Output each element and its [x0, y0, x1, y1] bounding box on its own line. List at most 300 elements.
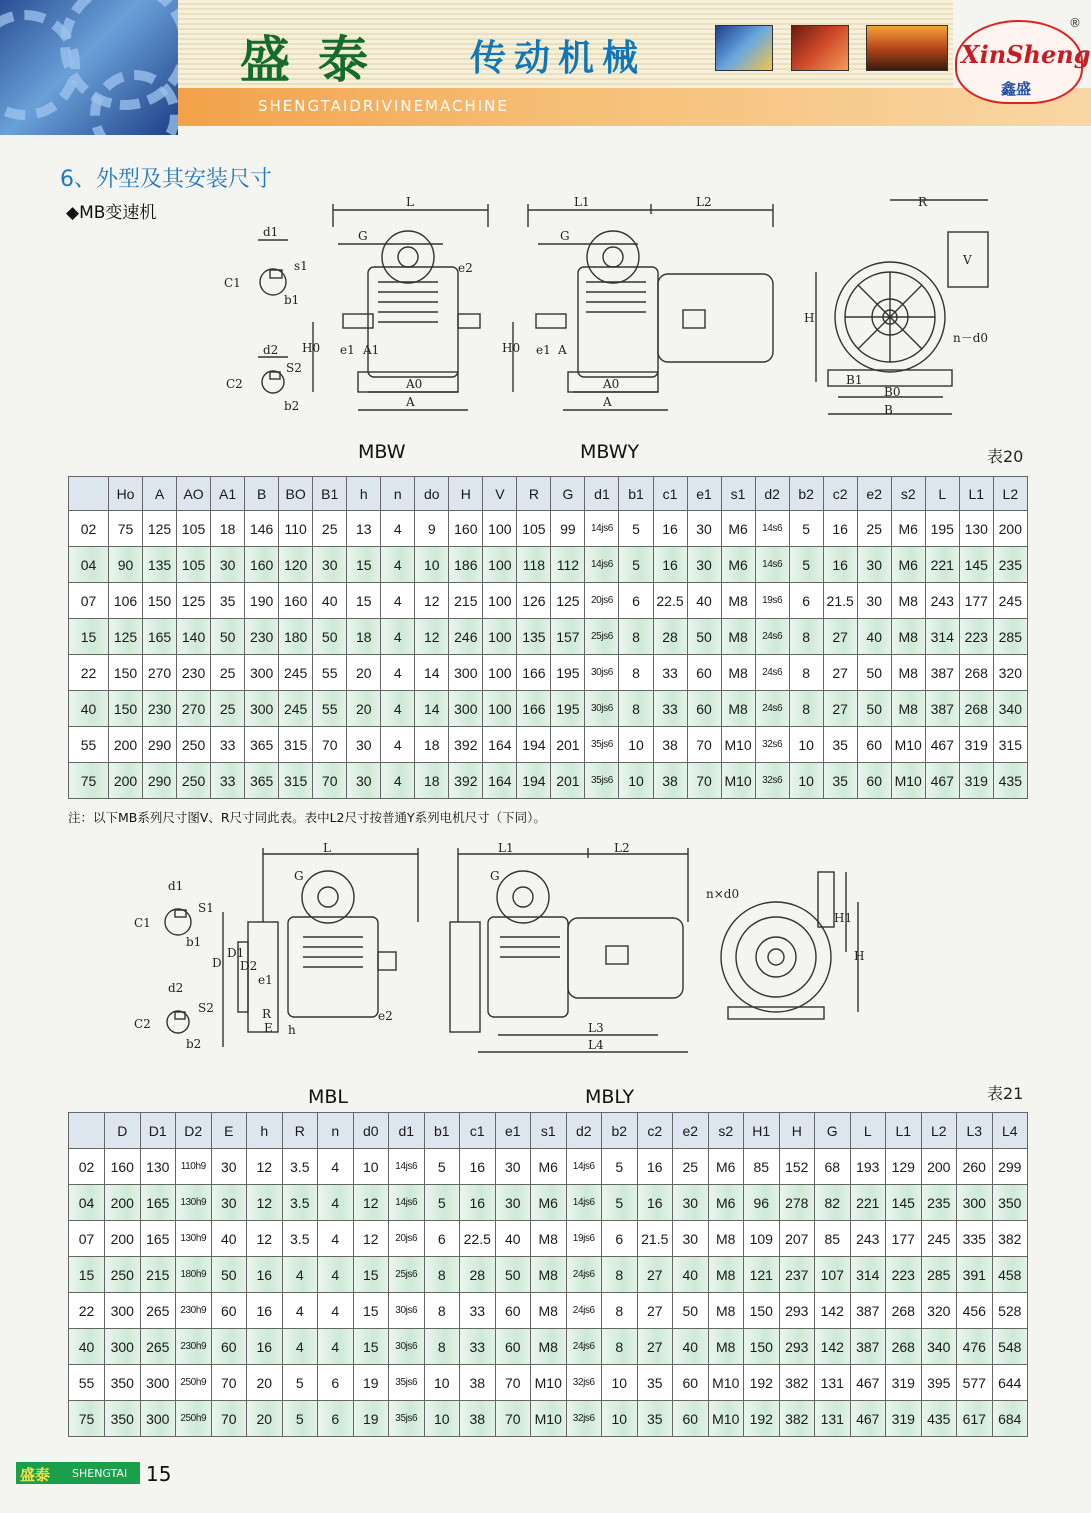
table-cell: 60: [211, 1293, 247, 1329]
table-cell: 250h9: [176, 1365, 212, 1401]
column-header: b1: [619, 477, 653, 511]
table-cell: 382: [779, 1365, 815, 1401]
table-cell: 300: [245, 691, 279, 727]
table-cell: 392: [449, 763, 483, 799]
table-cell: 85: [744, 1149, 780, 1185]
table-cell: 319: [959, 763, 993, 799]
table-row: [69, 1221, 1028, 1257]
table-cell: M10: [721, 727, 755, 763]
table-cell: 644: [992, 1365, 1028, 1401]
table-cell: 16: [637, 1185, 673, 1221]
table-cell: 177: [886, 1221, 922, 1257]
table-cell: 25: [211, 655, 245, 691]
table-cell: 165: [140, 1185, 176, 1221]
table-cell: 387: [925, 691, 959, 727]
table-cell: 10: [353, 1149, 389, 1185]
column-header: L4: [992, 1113, 1028, 1149]
column-header: b1: [424, 1113, 460, 1149]
table-cell: 195: [925, 511, 959, 547]
table-cell: 476: [957, 1329, 993, 1365]
table-cell: 121: [744, 1257, 780, 1293]
column-header: b2: [789, 477, 823, 511]
mbw-mbwy-drawing: [218, 192, 1008, 432]
table-cell: M6: [531, 1185, 567, 1221]
column-header: s1: [721, 477, 755, 511]
table-cell: 278: [779, 1185, 815, 1221]
table-cell: 215: [449, 583, 483, 619]
table-cell: 5: [619, 547, 653, 583]
dim-G: G: [358, 229, 368, 243]
dim2-C2: C2: [134, 1017, 151, 1031]
table-cell: 150: [109, 691, 143, 727]
table-cell: 19js6: [566, 1221, 602, 1257]
table-cell: 10: [619, 727, 653, 763]
table-cell: 223: [886, 1257, 922, 1293]
row-model: 75: [69, 1401, 105, 1437]
table-cell: 246: [449, 619, 483, 655]
table-cell: 12: [353, 1221, 389, 1257]
table-cell: 16: [247, 1329, 283, 1365]
dim2-D1: D1: [227, 946, 245, 960]
table-cell: 15: [353, 1257, 389, 1293]
table-cell: 8: [424, 1293, 460, 1329]
table-cell: 70: [687, 727, 721, 763]
dim-s1: s1: [294, 259, 308, 273]
table-cell: 16: [247, 1257, 283, 1293]
table-cell: 684: [992, 1401, 1028, 1437]
table-cell: 30: [211, 1149, 247, 1185]
table-cell: 27: [637, 1329, 673, 1365]
dim2-s1: S1: [198, 901, 214, 915]
table-cell: 40: [211, 1221, 247, 1257]
table-cell: M10: [721, 763, 755, 799]
table-cell: 245: [921, 1221, 957, 1257]
table-cell: 33: [653, 655, 687, 691]
table-cell: 145: [886, 1185, 922, 1221]
table-cell: 5: [602, 1185, 638, 1221]
table-cell: 100: [483, 619, 517, 655]
table-cell: 250: [177, 727, 211, 763]
column-header: L: [850, 1113, 886, 1149]
table-cell: 165: [143, 619, 177, 655]
table-cell: 245: [279, 691, 313, 727]
table-cell: 70: [495, 1365, 531, 1401]
table-cell: 300: [245, 655, 279, 691]
table-cell: 467: [850, 1401, 886, 1437]
table-cell: M8: [708, 1329, 744, 1365]
table-cell: 50: [857, 655, 891, 691]
table-cell: 38: [653, 763, 687, 799]
table-cell: 30: [211, 547, 245, 583]
table-row: [69, 727, 1028, 763]
row-model: 22: [69, 1293, 105, 1329]
column-header: V: [483, 477, 517, 511]
table-cell: 5: [602, 1149, 638, 1185]
column-header: h: [247, 1113, 283, 1149]
dim-V: V: [963, 253, 972, 267]
table-cell: 105: [177, 511, 211, 547]
dim2-R: R: [262, 1007, 272, 1021]
dim2-b1: b1: [186, 935, 202, 949]
table-cell: M8: [891, 655, 925, 691]
dim-e1-2: e1: [536, 343, 551, 357]
table-cell: M8: [708, 1257, 744, 1293]
table-cell: 152: [779, 1149, 815, 1185]
table-cell: 60: [687, 655, 721, 691]
row-model: 02: [69, 511, 109, 547]
table-cell: 30: [495, 1185, 531, 1221]
table-cell: 13: [347, 511, 381, 547]
table-cell: 293: [779, 1293, 815, 1329]
table-cell: 5: [789, 511, 823, 547]
registered-mark: ®: [1069, 16, 1081, 30]
table-cell: 6: [318, 1401, 354, 1437]
table-cell: 38: [460, 1365, 496, 1401]
table-cell: 3.5: [282, 1185, 318, 1221]
table-cell: 177: [959, 583, 993, 619]
table-cell: 268: [886, 1329, 922, 1365]
column-header: AO: [177, 477, 211, 511]
table-cell: 4: [318, 1149, 354, 1185]
table-cell: 68: [815, 1149, 851, 1185]
column-header: c1: [653, 477, 687, 511]
table-cell: 200: [105, 1221, 141, 1257]
column-header: s2: [891, 477, 925, 511]
table-cell: 20: [247, 1401, 283, 1437]
table-cell: 75: [109, 511, 143, 547]
table-cell: 99: [551, 511, 585, 547]
dim2-e2: e2: [378, 1009, 393, 1023]
column-header: L2: [921, 1113, 957, 1149]
table-cell: 215: [140, 1257, 176, 1293]
table-cell: 20js6: [585, 583, 619, 619]
dim2-H1: H1: [834, 911, 853, 925]
table-row: [69, 1329, 1028, 1365]
row-model: 07: [69, 1221, 105, 1257]
table-cell: 16: [460, 1149, 496, 1185]
photo-industry: [866, 25, 948, 71]
table-cell: 25js6: [389, 1257, 425, 1293]
dim-A-2: A: [603, 395, 612, 409]
table-cell: 35js6: [389, 1365, 425, 1401]
table-cell: 243: [850, 1221, 886, 1257]
dim-s2: S2: [286, 361, 302, 375]
table-cell: 201: [551, 763, 585, 799]
table-cell: 4: [381, 691, 415, 727]
table-cell: 150: [109, 655, 143, 691]
table-cell: 315: [993, 727, 1027, 763]
table-cell: 245: [279, 655, 313, 691]
page-number: 15: [146, 1462, 172, 1486]
row-model: 04: [69, 547, 109, 583]
xinsheng-logo: [955, 16, 1091, 104]
table-cell: 4: [381, 619, 415, 655]
table-cell: 14js6: [585, 547, 619, 583]
dim2-L1: L1: [498, 842, 514, 855]
table-cell: 14: [415, 691, 449, 727]
table-cell: 130: [959, 511, 993, 547]
table-cell: 12: [247, 1221, 283, 1257]
table-cell: 55: [313, 655, 347, 691]
footer-brand-en: SHENGTAI: [72, 1467, 128, 1480]
table-cell: 14js6: [389, 1185, 425, 1221]
table-cell: 135: [143, 547, 177, 583]
table-cell: 391: [957, 1257, 993, 1293]
table-cell: 20: [347, 655, 381, 691]
brand-subtitle: 传动机械: [470, 38, 647, 79]
table-cell: 27: [637, 1257, 673, 1293]
photo-computer: [715, 25, 773, 71]
row-model: 75: [69, 763, 109, 799]
dim-A0: A0: [406, 377, 423, 391]
column-header: D: [105, 1113, 141, 1149]
column-header: c2: [823, 477, 857, 511]
column-header: d1: [389, 1113, 425, 1149]
table-cell: 30: [687, 511, 721, 547]
table-cell: 30: [211, 1185, 247, 1221]
table-cell: 30: [857, 583, 891, 619]
table-cell: 30: [347, 727, 381, 763]
table-cell: 548: [992, 1329, 1028, 1365]
table-cell: 38: [653, 727, 687, 763]
table-cell: 10: [424, 1365, 460, 1401]
table-cell: 30: [495, 1149, 531, 1185]
table-cell: 300: [140, 1401, 176, 1437]
column-header: R: [282, 1113, 318, 1149]
dim2-nd0: n×d0: [706, 887, 740, 901]
table-cell: 12: [353, 1185, 389, 1221]
brand-english: SHENGTAIDRIVINEMACHINE: [258, 97, 509, 115]
table-cell: 285: [993, 619, 1027, 655]
table-cell: M8: [531, 1221, 567, 1257]
sub-title: ◆MB变速机: [66, 203, 157, 223]
table-cell: 20: [247, 1365, 283, 1401]
table-cell: 32s6: [755, 727, 789, 763]
table-cell: 96: [744, 1185, 780, 1221]
dim-B1: B1: [846, 373, 863, 387]
table-cell: 435: [993, 763, 1027, 799]
table-cell: 20: [347, 691, 381, 727]
table-cell: 4: [381, 583, 415, 619]
table-cell: 270: [143, 655, 177, 691]
column-header: e2: [857, 477, 891, 511]
table-cell: 30js6: [585, 655, 619, 691]
table-cell: 60: [857, 727, 891, 763]
table-cell: 237: [779, 1257, 815, 1293]
dim-d1: d1: [263, 225, 279, 239]
table-cell: M6: [531, 1149, 567, 1185]
column-header: B1: [313, 477, 347, 511]
table-cell: 15: [347, 583, 381, 619]
table-cell: 35: [637, 1365, 673, 1401]
column-header: s1: [531, 1113, 567, 1149]
dim2-d2: d2: [168, 981, 184, 995]
table-row: [69, 691, 1028, 727]
table-cell: 186: [449, 547, 483, 583]
table-header-row: [69, 1113, 1028, 1149]
dim2-H: H: [854, 949, 865, 963]
table-cell: 395: [921, 1365, 957, 1401]
table-cell: 290: [143, 727, 177, 763]
table-cell: 10: [619, 763, 653, 799]
column-header: d2: [566, 1113, 602, 1149]
table-cell: 14: [415, 655, 449, 691]
table-cell: 6: [619, 583, 653, 619]
table-row: [69, 547, 1028, 583]
table-cell: 40: [687, 583, 721, 619]
column-header: Ho: [109, 477, 143, 511]
dim2-E: E: [264, 1021, 273, 1035]
table-cell: 528: [992, 1293, 1028, 1329]
table-cell: 382: [779, 1401, 815, 1437]
table-cell: 50: [857, 691, 891, 727]
table-cell: 100: [483, 691, 517, 727]
table-cell: 100: [483, 511, 517, 547]
table-cell: 617: [957, 1401, 993, 1437]
table-number-21: 表21: [987, 1084, 1024, 1103]
table-cell: 9: [415, 511, 449, 547]
footer-tag: [16, 1462, 140, 1484]
dim-A-side: A: [558, 343, 567, 357]
table-cell: 50: [211, 619, 245, 655]
table-cell: 200: [993, 511, 1027, 547]
table-cell: M8: [721, 655, 755, 691]
table-cell: M8: [721, 619, 755, 655]
table-row: [69, 583, 1028, 619]
table-cell: 230h9: [176, 1293, 212, 1329]
table-cell: 207: [779, 1221, 815, 1257]
table-cell: 30js6: [389, 1293, 425, 1329]
table-cell: 85: [815, 1221, 851, 1257]
table-cell: 166: [517, 691, 551, 727]
table-cell: 18: [347, 619, 381, 655]
column-header: h: [347, 477, 381, 511]
table-cell: 14s6: [755, 511, 789, 547]
table-header-row: [69, 477, 1028, 511]
table-cell: M10: [531, 1365, 567, 1401]
dim-b1: b1: [284, 293, 300, 307]
table-cell: 160: [245, 547, 279, 583]
column-header: d2: [755, 477, 789, 511]
dim2-b2: b2: [186, 1037, 202, 1051]
table-cell: 30: [313, 547, 347, 583]
table-cell: 230: [245, 619, 279, 655]
table-cell: M8: [721, 691, 755, 727]
table-cell: 32js6: [566, 1401, 602, 1437]
table-cell: 392: [449, 727, 483, 763]
section-title: 6、外型及其安装尺寸: [60, 167, 272, 192]
table-cell: 8: [602, 1293, 638, 1329]
table-cell: M6: [891, 511, 925, 547]
table-cell: M8: [531, 1257, 567, 1293]
table-cell: M6: [708, 1149, 744, 1185]
table-cell: 129: [886, 1149, 922, 1185]
column-header: [69, 477, 109, 511]
table-cell: 166: [517, 655, 551, 691]
row-model: 15: [69, 619, 109, 655]
table-cell: M10: [891, 727, 925, 763]
row-model: 55: [69, 727, 109, 763]
table-cell: 142: [815, 1293, 851, 1329]
table-cell: 118: [517, 547, 551, 583]
dim2-s2: S2: [198, 1001, 214, 1015]
dim-H0: H0: [302, 341, 321, 355]
column-header: L1: [959, 477, 993, 511]
row-model: 55: [69, 1365, 105, 1401]
table-cell: 245: [993, 583, 1027, 619]
table-cell: 33: [460, 1293, 496, 1329]
table-cell: 320: [993, 655, 1027, 691]
table-cell: M8: [531, 1293, 567, 1329]
table-cell: 16: [637, 1149, 673, 1185]
table-cell: 15: [347, 547, 381, 583]
table-cell: 32js6: [566, 1365, 602, 1401]
table-cell: 125: [143, 511, 177, 547]
table-cell: 14js6: [585, 511, 619, 547]
table-cell: 24js6: [566, 1329, 602, 1365]
table-row: [69, 1401, 1028, 1437]
column-header: c1: [460, 1113, 496, 1149]
page-header: [0, 0, 1091, 140]
table-cell: 8: [424, 1257, 460, 1293]
row-model: 15: [69, 1257, 105, 1293]
table-cell: 458: [992, 1257, 1028, 1293]
dim2-D2: D2: [240, 959, 258, 973]
table-cell: 4: [381, 511, 415, 547]
table-cell: 387: [850, 1293, 886, 1329]
table-cell: 10: [415, 547, 449, 583]
table-cell: 223: [959, 619, 993, 655]
dim-e2: e2: [458, 261, 473, 275]
table-cell: 70: [313, 763, 347, 799]
table-cell: 27: [823, 655, 857, 691]
dim-e1: e1: [340, 343, 355, 357]
column-header: e1: [495, 1113, 531, 1149]
table-cell: 6: [602, 1221, 638, 1257]
table-cell: 28: [653, 619, 687, 655]
table-cell: 30js6: [389, 1329, 425, 1365]
dim-H: H: [804, 311, 815, 325]
table-cell: 319: [886, 1365, 922, 1401]
table-cell: 365: [245, 727, 279, 763]
table-cell: 8: [789, 655, 823, 691]
table-cell: 10: [789, 727, 823, 763]
table-cell: 365: [245, 763, 279, 799]
table-cell: 50: [495, 1257, 531, 1293]
table-cell: 70: [211, 1401, 247, 1437]
table-cell: 382: [992, 1221, 1028, 1257]
table-cell: 24s6: [755, 619, 789, 655]
table-row: [69, 1149, 1028, 1185]
table-cell: 456: [957, 1293, 993, 1329]
table-cell: 194: [517, 727, 551, 763]
table-cell: 4: [381, 655, 415, 691]
table-cell: M8: [891, 583, 925, 619]
table-cell: 126: [517, 583, 551, 619]
table-cell: 12: [415, 583, 449, 619]
table-cell: 235: [921, 1185, 957, 1221]
table-cell: 4: [318, 1257, 354, 1293]
table-cell: 200: [921, 1149, 957, 1185]
column-header: do: [415, 477, 449, 511]
table-cell: 6: [424, 1221, 460, 1257]
table-cell: 33: [653, 691, 687, 727]
column-header: e2: [673, 1113, 709, 1149]
table-cell: 3.5: [282, 1221, 318, 1257]
table-cell: 55: [313, 691, 347, 727]
table-cell: 160: [449, 511, 483, 547]
table-cell: 4: [381, 727, 415, 763]
